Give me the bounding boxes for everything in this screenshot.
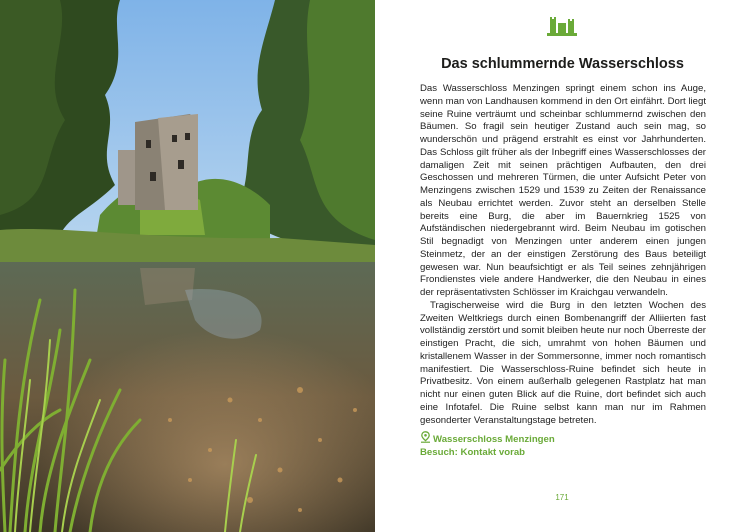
body-text: [420, 83, 706, 427]
paragraph-2: Tragischerweise wird die Burg in den letzten Wochen des Zweiten Weltkriegs durch einen Bombenangriff der Alliierten fast vollständig zerstört und somit bleiben heute nur noch Überreste der einstigen Pracht, die sich, umrahmt von hohen Bäumen und kristallenem Wasser in der Sommersonne, immer noch romantisch manifestiert. Die Wasserschloss-Ruine befindet sich heute in Privatbesitz. Von einem außerhalb gelegenen Rastplatz hat man nicht nur einen guten Blick auf die Ruine, dort befindet sich auch eine Infotafel. Die Ruine selbst kann man nur im Rahmen gesonderter Veranstaltungstage betreten.: [420, 299, 706, 426]
page-number: 171: [555, 493, 569, 502]
castle-reflection: [140, 268, 195, 305]
location-info: [420, 431, 710, 459]
paragraph-1: Das Wasserschloss Menzingen springt einem schon ins Auge, wenn man von Landhausen kommend in den Ort einfährt. Dort liegt seine Ruine verträumt und scheinbar schlummernd zwischen den Bäumen. So fragil sein heutiger Zustand auch sein mag, so wunderschön und prägend erstrahlt es einst vor Jahrhunderten. Das Schloss gilt früher als der Inbegriff eines Wasserschlosses der damaligen Zeit mit seinen prächtigen Aufbauten, den drei Geschossen und mehreren Türmen, die unter Aufsicht Peter von Menzingens zwischen 1529 und 1539 zu Zeiten der Renaissance als Neubau errichtet werden. Zuvor steht an derselben Stelle bereits eine Burg, die aber im Bauernkrieg 1525 von Aufständischen niedergebrannt wird. Beim Neubau im gotischen Stil begnadigt von Menzingen unter anderem einen jungen Steinmetz, der an der einstigen Zerstörung des Baus beteiligt gewesen war. Nun beaufsichtigt er als Teil seines zehnjährigen Frondienstes viele andere Handwerker, die den Neubau in eines der repräsentativsten Schlösser im Kraichgau verwandeln.: [420, 83, 706, 298]
visit-info: Besuch: Kontakt vorab: [420, 447, 526, 458]
location-line: [420, 431, 710, 446]
location-name: Wasserschloss Menzingen: [433, 434, 555, 445]
chapter-title: Das schlummernde Wasserschloss: [441, 56, 684, 72]
location-pin-icon: [420, 431, 431, 443]
castle-logo-icon: [547, 15, 577, 37]
